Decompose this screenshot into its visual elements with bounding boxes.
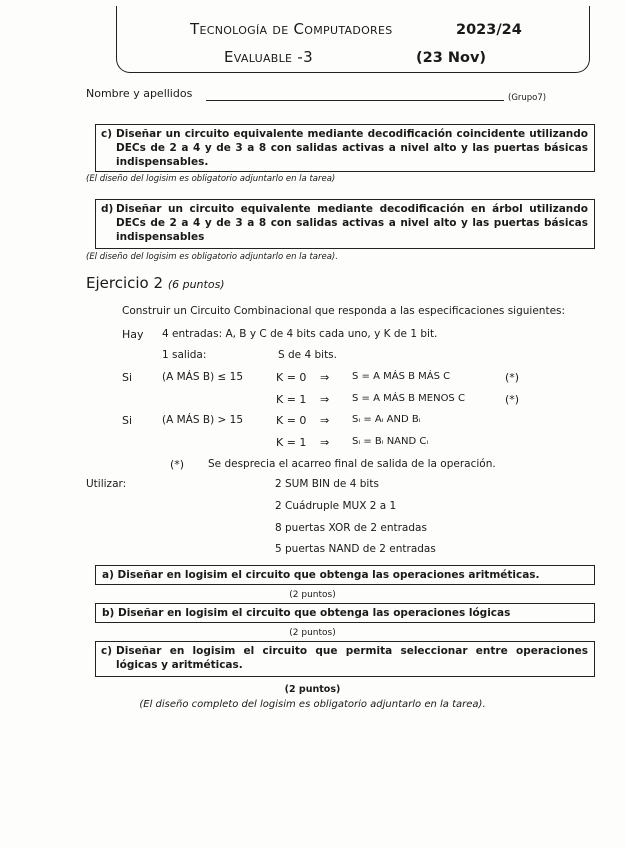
ex2-part-a-text: Diseñar en logisim el circuito que obtenga las operaciones aritméticas. — [117, 569, 540, 581]
name-field[interactable] — [206, 100, 504, 101]
cond1-s1: S = A MÁS B MENOS C — [352, 393, 465, 404]
ex1-note-d: (El diseño del logisim es obligatorio adjuntarlo en la tarea). — [86, 252, 338, 262]
cond2-arrow0: ⇒ — [320, 414, 330, 427]
cond2-condition: (A MÁS B) > 15 — [162, 414, 243, 426]
exam-date: (23 Nov) — [416, 50, 487, 66]
outputs-label: 1 salida: — [162, 349, 207, 361]
ex1-part-d-label: d) — [101, 203, 114, 215]
ex2-points: (6 puntos) — [167, 278, 225, 291]
cond1-mark1: (*) — [505, 393, 520, 406]
ex2-intro: Construir un Circuito Combinacional que responda a las especificaciones siguientes: — [122, 305, 566, 317]
component-item: 8 puertas XOR de 2 entradas — [275, 522, 427, 534]
component-item: 2 SUM BIN de 4 bits — [275, 478, 379, 490]
cond2-s0: Sᵢ = Aᵢ AND Bᵢ — [352, 414, 421, 425]
cond1-arrow0: ⇒ — [320, 371, 330, 384]
ex2-part-b-label: b) — [102, 607, 115, 619]
cond1-s0: S = A MÁS B MÁS C — [352, 371, 451, 382]
ex1-part-c-label: c) — [101, 128, 113, 140]
cond1-mark0: (*) — [505, 371, 520, 384]
cond1-k0: K = 0 — [276, 371, 307, 384]
academic-year: 2023/24 — [456, 22, 522, 38]
exam-name: Evaluable -3 — [224, 48, 313, 66]
cond1-arrow1: ⇒ — [320, 393, 330, 406]
ex2-part-c — [95, 641, 595, 677]
component-item: 5 puertas NAND de 2 entradas — [275, 543, 436, 555]
ex2-part-a — [95, 565, 595, 585]
ex2-part-b-text: Diseñar en logisim el circuito que obtenga las operaciones lógicas — [117, 607, 511, 619]
exam-header — [116, 6, 590, 73]
outputs-spec: S de 4 bits. — [278, 349, 337, 361]
ex2-part-b-points: (2 puntos) — [289, 628, 336, 638]
ex1-part-d-text: Diseñar un circuito equivalente mediante decodificación en árbol utilizando DECs de 2 a 4 y de 3 a 8 con salidas activas a nivel alto y las puertas básicas indispensables — [116, 203, 588, 244]
ex2-part-c-text: Diseñar en logisim el circuito que permita seleccionar entre operaciones lógicas y aritméticas. — [116, 645, 588, 672]
ex2-title — [86, 274, 225, 292]
course-title: Tecnología de Computadores — [190, 20, 393, 38]
ex2-part-a-label: a) — [102, 569, 114, 581]
ex2-part-a-points: (2 puntos) — [289, 590, 336, 600]
ex2-title-text: Ejercicio 2 — [86, 274, 164, 292]
cond1-k1: K = 1 — [276, 393, 307, 406]
cond2-k1: K = 1 — [276, 436, 307, 449]
hay-label: Hay — [122, 328, 144, 341]
utilizar-label: Utilizar: — [86, 478, 127, 490]
ex2-part-c-label: c) — [101, 645, 113, 657]
cond2-s1: Sᵢ = Bᵢ NAND Cᵢ — [352, 436, 429, 447]
ex1-part-c-text: Diseñar un circuito equivalente mediante decodificación coincidente utilizando DECs de 2 a 4 y de 3 a 8 con salidas activas a nivel alto y las puertas básicas indispensables. — [116, 128, 588, 169]
component-item: 2 Cuádruple MUX 2 a 1 — [275, 500, 397, 512]
ex2-part-c-points: (2 puntos) — [284, 684, 341, 695]
name-label: Nombre y apellidos — [86, 87, 193, 100]
ex2-final-note: (El diseño completo del logisim es obligatorio adjuntarlo en la tarea). — [139, 699, 486, 710]
ex2-part-b — [95, 603, 595, 623]
cond2-si: Si — [122, 414, 133, 427]
footnote-text: Se desprecia el acarreo final de salida de la operación. — [208, 458, 496, 470]
footnote-mark: (*) — [170, 458, 185, 471]
cond2-arrow1: ⇒ — [320, 436, 330, 449]
cond1-condition: (A MÁS B) ≤ 15 — [162, 371, 243, 383]
ex1-note-c: (El diseño del logisim es obligatorio adjuntarlo en la tarea) — [86, 174, 336, 184]
ex1-part-c — [95, 124, 595, 172]
cond2-k0: K = 0 — [276, 414, 307, 427]
inputs-spec: 4 entradas: A, B y C de 4 bits cada uno, y K de 1 bit. — [162, 328, 438, 340]
cond1-si: Si — [122, 371, 133, 384]
group-label: (Grupo7) — [508, 93, 547, 103]
ex1-part-d — [95, 199, 595, 249]
